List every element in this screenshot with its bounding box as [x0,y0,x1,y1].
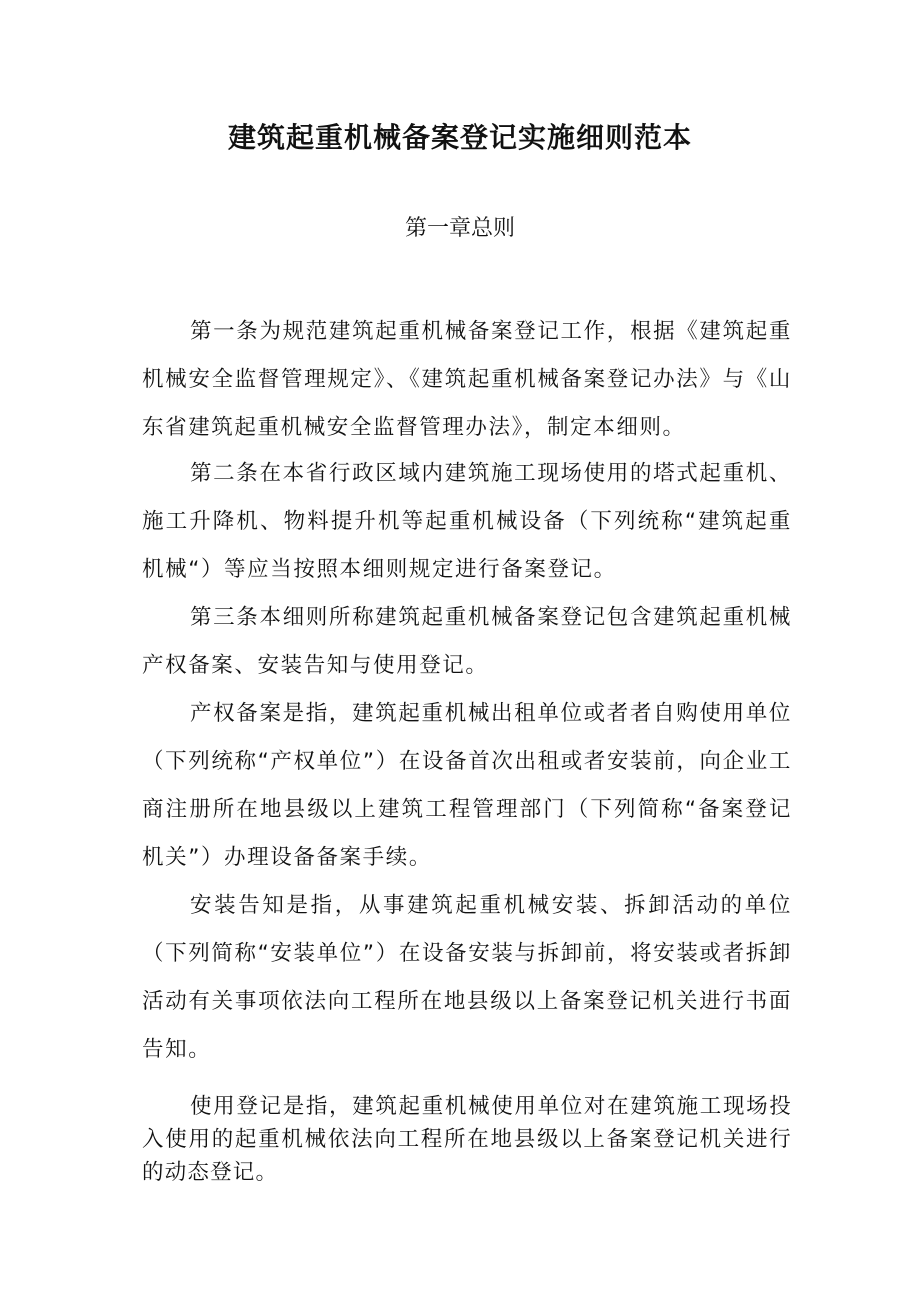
document-title: 建筑起重机械备案登记实施细则范本 [227,121,692,154]
paragraph-property-filing: 产权备案是指，建筑起重机械出租单位或者者自购使用单位（下列统称“产权单位”）在设备首次出租或者安装前，向企业工商注册所在地县级以上建筑工程管理部门（下列简称“备案登记机关”）办理设备备案手续。 [142,701,792,870]
chapter-title: 第一章总则 [404,216,515,241]
paragraph-article-2: 第二条在本省行政区域内建筑施工现场使用的塔式起重机、施工升降机、物料提升机等起重机械设备（下列统称“建筑起重机械“）等应当按照本细则规定进行备案登记。 [142,461,792,582]
paragraph-article-3: 第三条本细则所称建筑起重机械备案登记包含建筑起重机械产权备案、安装告知与使用登记。 [142,605,792,678]
paragraph-installation-notice: 安装告知是指，从事建筑起重机械安装、拆卸活动的单位（下列简称“安装单位”）在设备安装与拆卸前，将安装或者拆卸活动有关事项依法向工程所在地县级以上备案登记机关进行书面告知。 [142,893,792,1062]
paragraph-article-1: 第一条为规范建筑起重机械备案登记工作，根据《建筑起重机械安全监督管理规定》、《建筑起重机械备案登记办法》与《山东省建筑起重机械安全监督管理办法》，制定本细则。 [142,319,792,440]
paragraph-usage-registration: 使用登记是指，建筑起重机械使用单位对在建筑施工现场投入使用的起重机械依法向工程所在地县级以上备案登记机关进行的动态登记。 [142,1094,792,1185]
